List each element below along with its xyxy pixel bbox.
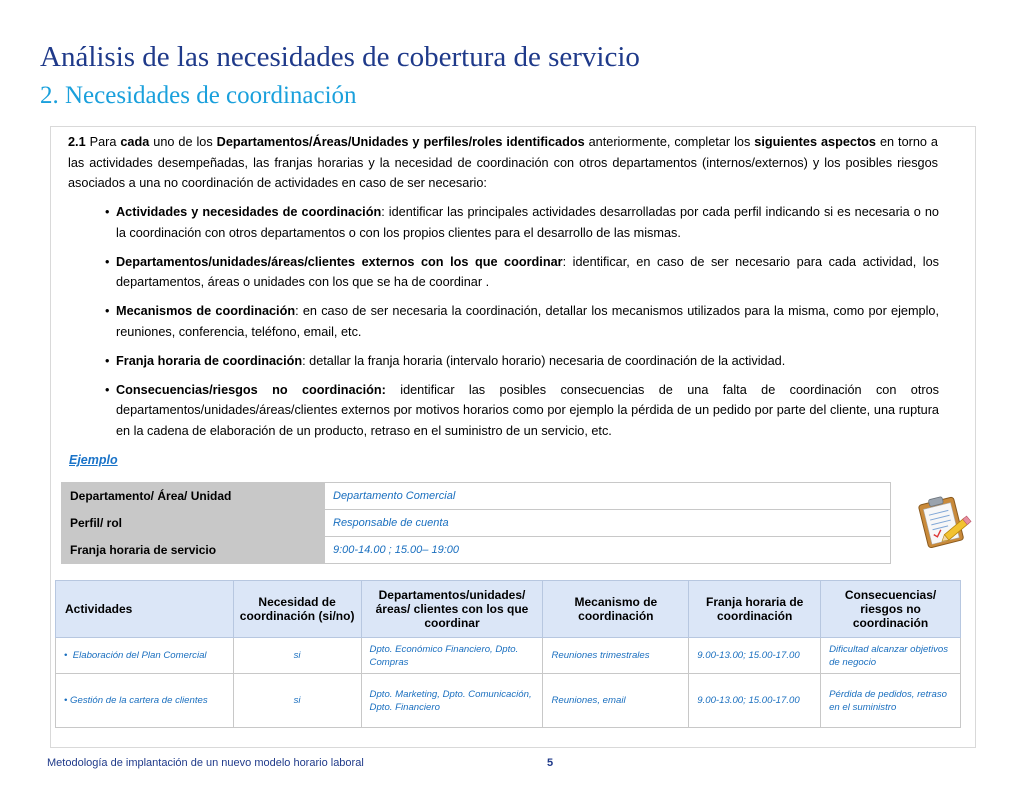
activity-text: Gestión de la cartera de clientes <box>70 695 208 706</box>
list-item <box>105 351 939 372</box>
info-value: 9:00-14.00 ; 15.00– 19:00 <box>325 537 891 564</box>
aspects-list <box>105 202 939 450</box>
clipboard-pencil-icon <box>913 492 973 550</box>
table-cell: Dpto. Económico Financiero, Dpto. Compras <box>361 638 543 674</box>
footer-text: Metodología de implantación de un nuevo modelo horario laboral <box>47 757 364 769</box>
table-cell: si <box>233 674 361 728</box>
intro-text: anteriormente, completar los <box>584 135 755 149</box>
info-label: Perfil/ rol <box>62 510 325 537</box>
list-item <box>105 301 939 342</box>
list-item <box>105 252 939 293</box>
bullet-icon: • <box>105 254 110 269</box>
table-cell: 9.00-13.00; 15.00-17.00 <box>689 674 821 728</box>
intro-text: Para <box>85 135 121 149</box>
list-item <box>105 202 939 243</box>
table-cell: Reuniones trimestrales <box>543 638 689 674</box>
page-subtitle: 2. Necesidades de coordinación <box>40 82 357 109</box>
bullet-icon: • <box>105 382 110 397</box>
coordination-table <box>55 580 961 728</box>
list-item-title: Mecanismos de coordinación <box>116 304 296 318</box>
table-row <box>62 510 891 537</box>
intro-bold: siguientes aspectos <box>754 135 876 149</box>
table-cell: Pérdida de pedidos, retraso en el suministro <box>821 674 961 728</box>
bullet-icon: • <box>105 353 110 368</box>
table-cell: 9.00-13.00; 15.00-17.00 <box>689 638 821 674</box>
list-item-title: Departamentos/unidades/áreas/clientes externos con los que coordinar <box>116 254 563 269</box>
column-header: Actividades <box>56 581 234 638</box>
info-value: Responsable de cuenta <box>325 510 891 537</box>
page-title: Análisis de las necesidades de cobertura de servicio <box>40 41 640 73</box>
list-item-title: Franja horaria de coordinación <box>116 353 303 368</box>
bullet-icon: • <box>105 205 110 219</box>
info-label: Departamento/ Área/ Unidad <box>62 483 325 510</box>
table-cell: Reuniones, email <box>543 674 689 728</box>
intro-bold: Departamentos/Áreas/Unidades y perfiles/roles identificados <box>216 135 585 149</box>
table-header-row <box>56 581 961 638</box>
table-cell <box>56 638 234 674</box>
list-item-text: : identificar las principales actividades desarrolladas por cada perfil indicando si es necesaria o no la coordinación con otros departamentos o con los propios clientes para el desarrollo de las mismas. <box>116 205 939 240</box>
list-item-text: identificar las posibles consecuencias de una falta de coordinación con otros departamentos/unidades/áreas/clientes externos por motivos horarios como por ejemplo la pérdida de un pedido por parte del cliente, una ruptura en la cadena de elaboración de un producto, retraso en el suministro de un servicio, etc. <box>116 382 939 438</box>
table-cell: Dificultad alcanzar objetivos de negocio <box>821 638 961 674</box>
column-header: Franja horaria de coordinación <box>689 581 821 638</box>
section-number: 2.1 <box>68 135 86 149</box>
column-header: Necesidad de coordinación (si/no) <box>233 581 361 638</box>
example-label: Ejemplo <box>69 453 118 467</box>
intro-text: en torno a las actividades desempeñadas, las franjas horarias y la necesidad de coordinación con otros departamentos (internos/externos) y los posibles riesgos asociados a una no coordinación de actividades en caso de ser necesario: <box>68 135 938 190</box>
table-row <box>62 537 891 564</box>
profile-info-table <box>61 482 891 564</box>
info-value: Departamento Comercial <box>325 483 891 510</box>
list-item-text: : en caso de ser necesaria la coordinación, detallar los mecanismos utilizados para la misma, como por ejemplo, reuniones, conferencia, teléfono, email, etc. <box>116 304 939 339</box>
list-item <box>105 380 939 442</box>
activity-text: Elaboración del Plan Comercial <box>72 650 207 661</box>
list-item-title: Consecuencias/riesgos no coordinación: <box>116 382 386 397</box>
list-item-title: Actividades y necesidades de coordinación <box>116 205 382 219</box>
info-label: Franja horaria de servicio <box>62 537 325 564</box>
bullet-icon: • <box>105 304 110 318</box>
table-cell: si <box>233 638 361 674</box>
table-cell: Dpto. Marketing, Dpto. Comunicación, Dpto. Financiero <box>361 674 543 728</box>
intro-bold: cada <box>120 135 150 149</box>
table-cell <box>56 674 234 728</box>
column-header: Consecuencias/ riesgos no coordinación <box>821 581 961 638</box>
table-row <box>62 483 891 510</box>
column-header: Mecanismo de coordinación <box>543 581 689 638</box>
list-item-text: : detallar la franja horaria (intervalo horario) necesaria de coordinación de la actividad. <box>302 353 786 368</box>
list-item-text: : identificar, en caso de ser necesario para cada actividad, los departamentos, áreas o unidades con los que se ha de coordinar . <box>116 254 939 289</box>
bullet-icon: • <box>64 695 71 706</box>
table-row <box>56 638 961 674</box>
bullet-icon: • <box>64 650 73 661</box>
page-number: 5 <box>547 757 554 769</box>
column-header: Departamentos/unidades/ áreas/ clientes con los que coordinar <box>361 581 543 638</box>
table-row <box>56 674 961 728</box>
intro-paragraph <box>68 132 938 194</box>
intro-text: uno de los <box>149 135 217 149</box>
